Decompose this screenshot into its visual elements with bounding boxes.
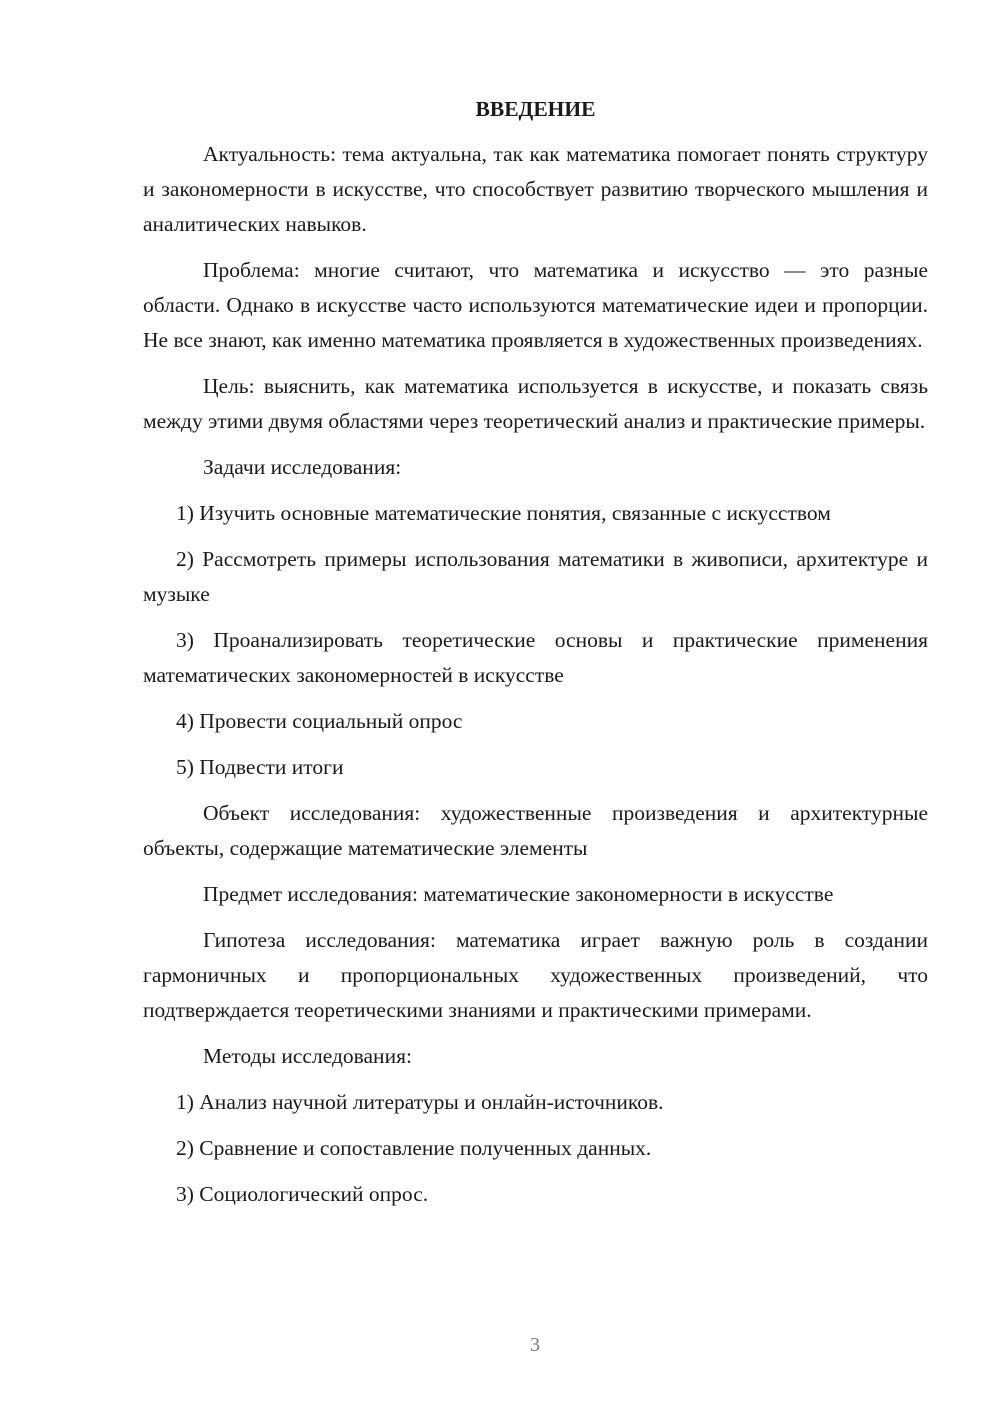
task-item: 1) Изучить основные математические понятия, связанные с искусством [176, 501, 831, 525]
object-paragraph: Объект исследования: художественные произведения и архитектурные объекты, содержащие математические элементы [143, 801, 928, 860]
page-number: 3 [530, 1334, 540, 1356]
method-item: 2) Сравнение и сопоставление полученных данных. [176, 1136, 652, 1160]
method-item: 1) Анализ научной литературы и онлайн-источников. [176, 1090, 664, 1114]
subject-paragraph: Предмет исследования: математические закономерности в искусстве [203, 882, 834, 906]
problem-paragraph: Проблема: многие считают, что математика и искусство — это разные области. Однако в искусстве часто используются математические идеи и пропорции. Не все знают, как именно математика проявляется в художественных произведениях. [143, 258, 928, 352]
goal-paragraph: Цель: выяснить, как математика используется в искусстве, и показать связь между этими двумя областями через теоретический анализ и практические примеры. [143, 374, 928, 433]
task-item: 3) Проанализировать теоретические основы и практические применения математических закономерностей в искусстве [143, 628, 928, 687]
relevance-paragraph: Актуальность: тема актуальна, так как математика помогает понять структуру и закономерности в искусстве, что способствует развитию творческого мышления и аналитических навыков. [143, 142, 928, 236]
task-item: 4) Провести социальный опрос [176, 709, 463, 733]
methods-heading: Методы исследования: [203, 1044, 412, 1068]
task-item: 2) Рассмотреть примеры использования математики в живописи, архитектуре и музыке [143, 547, 928, 606]
hypothesis-paragraph: Гипотеза исследования: математика играет важную роль в создании гармоничных и пропорциональных художественных произведений, что подтверждается теоретическими знаниями и практическими примерами. [143, 928, 928, 1022]
tasks-heading: Задачи исследования: [203, 455, 402, 479]
document-page [143, 92, 928, 1223]
task-item: 5) Подвести итоги [176, 755, 344, 779]
method-item: 3) Социологический опрос. [176, 1182, 429, 1206]
section-title: ВВЕДЕНИЕ [475, 97, 596, 121]
